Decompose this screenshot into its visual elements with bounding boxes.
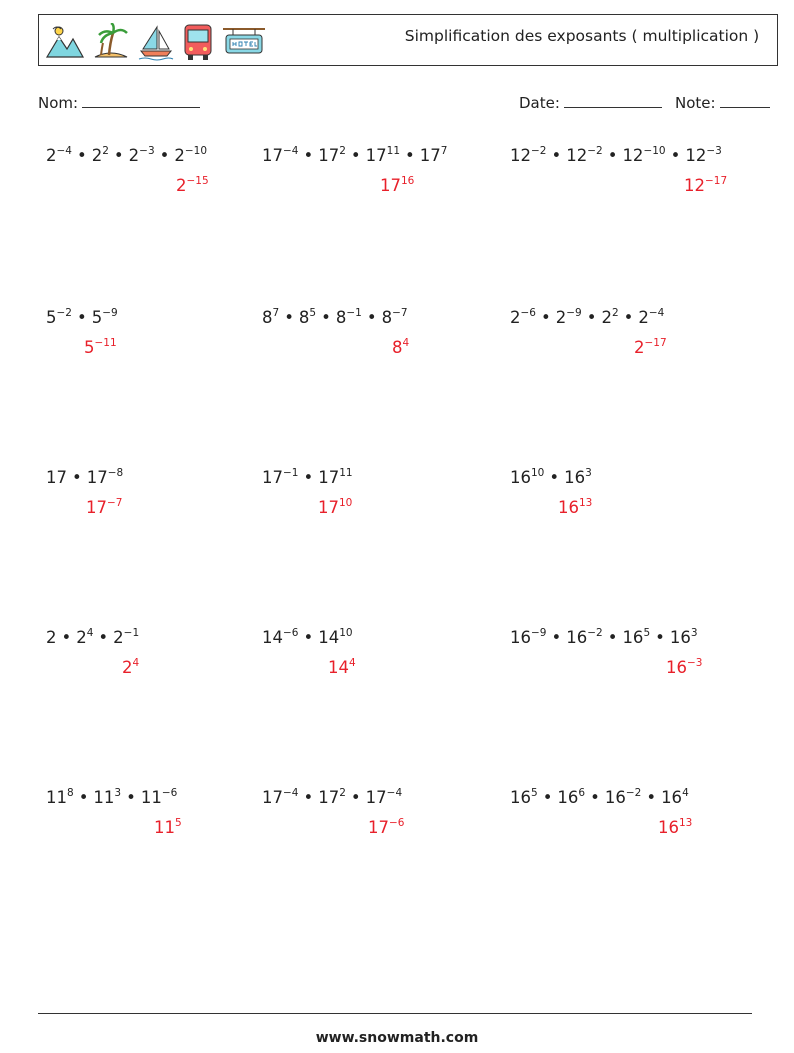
base: 16	[666, 658, 687, 677]
header-icons	[45, 21, 267, 63]
multiply-dot: •	[321, 308, 331, 327]
problem-11	[262, 627, 502, 677]
base: 17	[368, 818, 389, 837]
multiply-dot: •	[607, 628, 618, 647]
problem-answer	[666, 658, 702, 677]
multiply-dot: •	[540, 308, 551, 327]
base: 16	[564, 468, 586, 487]
footer-divider	[38, 1013, 752, 1014]
base: 17	[419, 146, 441, 165]
problem-expression	[262, 628, 502, 647]
problem-1	[46, 145, 286, 195]
problem-answer	[84, 338, 117, 357]
multiply-dot: •	[303, 468, 314, 487]
exponent: −9	[566, 307, 582, 319]
exponent: −6	[283, 627, 299, 639]
problem-expression	[46, 146, 286, 165]
multiply-dot: •	[303, 628, 314, 647]
base: 16	[510, 788, 531, 807]
base: 16	[558, 498, 579, 517]
multiply-dot: •	[405, 146, 415, 165]
exponent: −2	[587, 627, 603, 639]
problem-expression	[510, 788, 750, 807]
multiply-dot: •	[670, 146, 681, 165]
multiply-dot: •	[607, 146, 618, 165]
problem-expression	[262, 146, 502, 165]
problem-expression	[46, 628, 286, 647]
base: 11	[46, 788, 67, 807]
base: 17	[262, 146, 283, 165]
base: 12	[685, 146, 707, 165]
base: 8	[335, 308, 347, 327]
exponent: 3	[690, 627, 698, 639]
exponent: 3	[114, 787, 122, 799]
problem-answer	[368, 818, 404, 837]
multiply-dot: •	[303, 788, 314, 807]
problem-answer	[176, 176, 209, 195]
exponent: −1	[123, 627, 140, 639]
exponent: −2	[587, 145, 603, 157]
problem-expression	[46, 468, 286, 487]
problem-7	[46, 467, 286, 517]
base: 17	[318, 468, 340, 487]
base: 14	[328, 658, 349, 677]
exponent: 6	[578, 787, 586, 799]
exponent: −10	[184, 145, 208, 157]
exponent: 10	[531, 467, 545, 479]
exponent: 5	[309, 307, 317, 319]
problem-answer	[86, 498, 122, 517]
base: 17	[318, 498, 339, 517]
multiply-dot: •	[366, 308, 377, 327]
exponent: −8	[107, 467, 124, 479]
problem-expression	[510, 146, 750, 165]
base: 2	[638, 308, 649, 327]
base: 16	[566, 628, 588, 647]
exponent: −7	[107, 497, 123, 509]
problem-expression	[262, 468, 502, 487]
exponent: 13	[679, 817, 693, 829]
multiply-dot: •	[126, 788, 136, 807]
exponent: 11	[339, 467, 353, 479]
base: 2	[601, 308, 612, 327]
exponent: 7	[272, 307, 280, 319]
base: 11	[154, 818, 175, 837]
problem-6	[510, 307, 750, 357]
base: 8	[298, 308, 310, 327]
name-blank[interactable]	[82, 93, 200, 108]
multiply-dot: •	[542, 788, 553, 807]
base: 2	[176, 176, 187, 195]
header-box	[38, 14, 778, 66]
exponent: −4	[648, 307, 665, 319]
base: 16	[669, 628, 691, 647]
problem-answer	[154, 818, 182, 837]
exponent: −3	[687, 657, 703, 669]
footer-site: www.snowmath.com	[315, 1030, 479, 1046]
multiply-dot: •	[350, 788, 361, 807]
base: 2	[174, 146, 185, 165]
problem-14	[262, 787, 502, 837]
base: 8	[392, 338, 403, 357]
multiply-dot: •	[549, 468, 560, 487]
multiply-dot: •	[350, 146, 361, 165]
exponent: −15	[186, 175, 209, 187]
problem-answer	[658, 818, 692, 837]
mountains-icon	[45, 23, 85, 61]
base: 14	[318, 628, 340, 647]
multiply-dot: •	[586, 308, 597, 327]
exponent: 3	[585, 467, 592, 479]
problem-expression	[46, 308, 286, 327]
base: 2	[634, 338, 645, 357]
base: 17	[318, 788, 340, 807]
problem-answer	[558, 498, 592, 517]
exponent: −1	[346, 307, 362, 319]
note-label: Note:	[675, 94, 716, 112]
exponent: −4	[283, 145, 299, 157]
exponent: 13	[579, 497, 593, 509]
base: 17	[365, 146, 387, 165]
problem-9	[510, 467, 750, 517]
problem-4	[46, 307, 286, 357]
exponent: −10	[643, 145, 666, 157]
multiply-dot: •	[76, 308, 87, 327]
base: 2	[46, 146, 57, 165]
date-label: Date:	[519, 94, 560, 112]
exponent: 8	[67, 787, 74, 799]
problem-5	[262, 307, 502, 357]
exponent: −9	[531, 627, 547, 639]
exponent: 4	[402, 337, 410, 349]
base: 17	[318, 146, 340, 165]
name-label: Nom:	[38, 94, 79, 112]
exponent: 2	[339, 145, 346, 157]
multiply-dot: •	[113, 146, 124, 165]
exponent: 5	[531, 787, 538, 799]
exponent: −4	[283, 787, 299, 799]
multiply-dot: •	[98, 628, 109, 647]
base: 11	[93, 788, 115, 807]
base: 11	[140, 788, 162, 807]
base: 14	[262, 628, 283, 647]
problem-12	[510, 627, 750, 677]
multiply-dot: •	[76, 146, 87, 165]
exponent: 10	[339, 497, 353, 509]
name-field[interactable]	[38, 93, 200, 112]
problem-answer	[392, 338, 409, 357]
base: 17	[86, 498, 107, 517]
problem-answer	[634, 338, 667, 357]
multiply-dot: •	[623, 308, 634, 327]
base: 2	[555, 308, 567, 327]
exponent: −17	[705, 175, 728, 187]
base: 2	[76, 628, 87, 647]
exponent: −7	[392, 307, 408, 319]
exponent: −4	[386, 787, 403, 799]
exponent: 4	[682, 787, 689, 799]
base: 16	[661, 788, 683, 807]
base: 16	[557, 788, 579, 807]
base: 2	[122, 658, 133, 677]
problem-answer	[684, 176, 727, 195]
exponent: −6	[520, 307, 536, 319]
problem-expression	[510, 628, 750, 647]
exponent: −6	[161, 787, 178, 799]
base: 8	[381, 308, 393, 327]
exponent: −3	[706, 145, 722, 157]
exponent: 11	[386, 145, 401, 157]
exponent: −2	[531, 145, 547, 157]
base: 12	[684, 176, 705, 195]
exponent: −4	[56, 145, 72, 157]
base: 17	[262, 468, 283, 487]
base: 17	[262, 788, 283, 807]
multiply-dot: •	[551, 146, 562, 165]
hotel-sign-icon	[221, 23, 267, 61]
base: 12	[566, 146, 588, 165]
problem-expression	[510, 308, 750, 327]
base: 17	[46, 468, 67, 487]
sailboat-icon	[137, 23, 175, 61]
base: 16	[604, 788, 626, 807]
problem-8	[262, 467, 502, 517]
base: 17	[86, 468, 108, 487]
exponent: −2	[625, 787, 642, 799]
exponent: −2	[56, 307, 72, 319]
exponent: 7	[440, 145, 448, 157]
exponent: 2	[339, 787, 346, 799]
multiply-dot: •	[78, 788, 89, 807]
exponent: −11	[94, 337, 117, 349]
exponent: 10	[339, 627, 353, 639]
multiply-dot: •	[551, 628, 562, 647]
problem-answer	[328, 658, 356, 677]
multiply-dot: •	[159, 146, 170, 165]
problem-3	[510, 145, 750, 195]
problem-15	[510, 787, 750, 837]
base: 17	[380, 176, 401, 195]
note-blank[interactable]	[720, 93, 770, 108]
multiply-dot: •	[655, 628, 665, 647]
problem-answer	[122, 658, 139, 677]
exponent: −9	[102, 307, 118, 319]
base: 2	[91, 146, 103, 165]
exponent: −3	[139, 145, 155, 157]
multiply-dot: •	[284, 308, 294, 327]
problem-expression	[510, 468, 750, 487]
problem-answer	[318, 498, 352, 517]
base: 2	[510, 308, 521, 327]
worksheet-title: Simplification des exposants ( multiplication )	[404, 27, 760, 45]
exponent: 4	[86, 627, 94, 639]
problem-2	[262, 145, 502, 195]
base: 2	[46, 628, 57, 647]
base: 5	[91, 308, 103, 327]
exponent: 2	[102, 145, 109, 157]
problem-13	[46, 787, 286, 837]
problem-answer	[380, 176, 414, 195]
base: 5	[46, 308, 57, 327]
base: 16	[658, 818, 679, 837]
exponent: −1	[283, 467, 299, 479]
base: 12	[622, 146, 644, 165]
multiply-dot: •	[646, 788, 657, 807]
problem-expression	[46, 788, 286, 807]
exponent: −17	[644, 337, 667, 349]
exponent: 16	[401, 175, 415, 187]
date-blank[interactable]	[564, 93, 662, 108]
multiply-dot: •	[590, 788, 600, 807]
problem-expression	[262, 788, 502, 807]
problem-10	[46, 627, 286, 677]
exponent: 2	[611, 307, 619, 319]
exponent: 5	[175, 817, 182, 829]
base: 17	[365, 788, 387, 807]
exponent: 4	[349, 657, 356, 669]
base: 2	[128, 146, 140, 165]
base: 5	[84, 338, 95, 357]
exponent: 4	[132, 657, 140, 669]
base: 2	[113, 628, 124, 647]
base: 8	[262, 308, 273, 327]
base: 16	[510, 628, 531, 647]
date-field[interactable]	[519, 93, 662, 112]
base: 12	[510, 146, 531, 165]
note-field[interactable]	[675, 93, 770, 112]
base: 16	[622, 628, 644, 647]
exponent: 5	[643, 627, 651, 639]
exponent: −6	[389, 817, 405, 829]
problem-expression	[262, 308, 502, 327]
bus-icon	[181, 22, 215, 62]
palm-island-icon	[91, 23, 131, 61]
multiply-dot: •	[303, 146, 314, 165]
multiply-dot: •	[72, 468, 82, 487]
base: 16	[510, 468, 531, 487]
multiply-dot: •	[61, 628, 72, 647]
